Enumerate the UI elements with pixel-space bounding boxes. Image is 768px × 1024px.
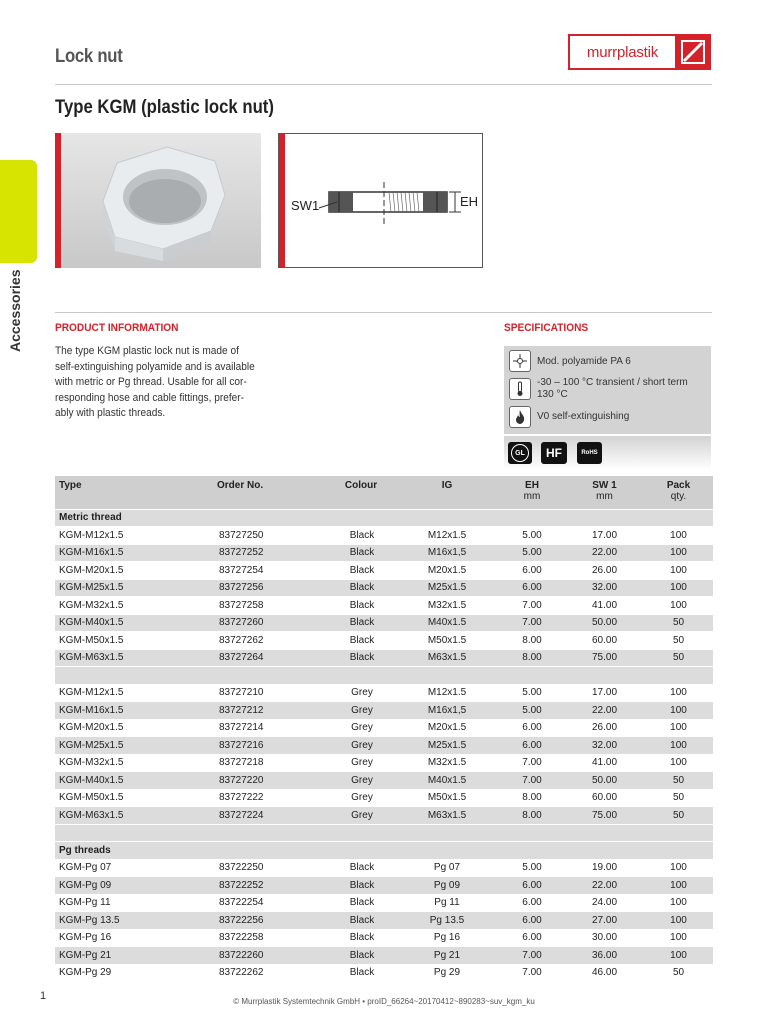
sw1-cell: 32.00 <box>591 739 618 751</box>
eh-cell: 7.00 <box>522 757 542 769</box>
type-cell: KGM-M25x1.5 <box>59 582 124 594</box>
type-cell: KGM-M20x1.5 <box>59 564 124 576</box>
page-number: 1 <box>40 990 47 1002</box>
type-cell: KGM-M20x1.5 <box>59 722 124 734</box>
spec-flammability-text: V0 self-extinguishing <box>537 411 630 422</box>
pack-cell: 100 <box>670 582 687 594</box>
table-group-row <box>55 842 713 860</box>
col-header-ig: IG <box>395 476 499 509</box>
table-row <box>55 772 713 790</box>
page-title: Type KGM (plastic lock nut) <box>55 97 274 118</box>
table-spacer-row <box>55 667 713 685</box>
pack-cell: 50 <box>672 617 685 629</box>
type-cell: KGM-Pg 07 <box>59 862 112 874</box>
pack-cell: 50 <box>672 792 685 804</box>
ig-cell: Pg 11 <box>434 897 460 909</box>
order-no-cell: 83727214 <box>219 722 264 734</box>
type-cell: KGM-Pg 09 <box>59 879 112 891</box>
eh-cell: 5.00 <box>522 704 542 716</box>
sw1-cell: 75.00 <box>591 652 618 664</box>
spec-flammability <box>509 406 531 428</box>
ig-cell: Pg 29 <box>433 967 461 979</box>
col-header-type: Type <box>55 476 175 509</box>
colour-cell: Grey <box>351 757 373 769</box>
type-cell: KGM-M12x1.5 <box>59 529 124 541</box>
table-row <box>55 544 713 562</box>
colour-cell: Black <box>349 582 375 594</box>
murrplastik-logo <box>568 34 711 70</box>
ig-cell: M63x1.5 <box>427 809 467 821</box>
order-no-cell: 83727224 <box>219 809 264 821</box>
ig-cell: M12x1.5 <box>427 687 467 699</box>
sw1-cell: 17.00 <box>591 529 618 541</box>
eh-cell: 6.00 <box>522 582 542 594</box>
ig-cell: Pg 13.5 <box>429 914 465 926</box>
order-no-cell: 83722258 <box>219 932 264 944</box>
sw1-cell: 22.00 <box>591 704 618 716</box>
colour-cell: Black <box>349 599 375 611</box>
table-header <box>55 476 713 509</box>
footer-text: © Murrplastik Systemtechnik GmbH • proID_66264~20170412~890283~suv_kgm_ku <box>233 997 535 1006</box>
type-cell: KGM-M50x1.5 <box>59 634 124 646</box>
table-row <box>55 894 713 912</box>
colour-cell: Grey <box>351 704 373 716</box>
category-label: Accessories <box>7 269 23 352</box>
product-table <box>55 476 713 982</box>
eh-cell: 6.00 <box>522 564 542 576</box>
order-no-cell: 83727250 <box>219 529 264 541</box>
eh-cell: 7.00 <box>522 599 542 611</box>
ig-cell: M20x1.5 <box>427 722 467 734</box>
eh-cell: 6.00 <box>522 739 542 751</box>
colour-cell: Grey <box>351 722 373 734</box>
type-cell: KGM-M63x1.5 <box>59 652 124 664</box>
table-row <box>55 719 713 737</box>
sw1-cell: 22.00 <box>591 879 618 891</box>
sw1-cell: 19.00 <box>591 862 618 874</box>
order-no-cell: 83727222 <box>219 792 264 804</box>
sw1-cell: 41.00 <box>591 599 618 611</box>
sw1-cell: 50.00 <box>591 617 618 629</box>
order-no-cell: 83722256 <box>219 914 264 926</box>
spec-material-text: Mod. polyamide PA 6 <box>537 356 631 367</box>
eh-cell: 8.00 <box>522 792 542 804</box>
type-cell: KGM-M16x1.5 <box>59 704 124 716</box>
table-row <box>55 859 713 877</box>
ig-cell: M40x1.5 <box>427 774 467 786</box>
pack-cell: 100 <box>670 722 687 734</box>
pack-cell: 50 <box>672 774 685 786</box>
order-no-cell: 83722252 <box>219 879 264 891</box>
sw1-cell: 17.00 <box>591 687 618 699</box>
hf-badge: HF <box>541 442 567 464</box>
table-row <box>55 684 713 702</box>
sw1-cell: 50.00 <box>591 774 618 786</box>
col-header-pack: Pack qty. <box>644 476 713 509</box>
order-no-cell: 83722262 <box>219 967 264 979</box>
sw1-cell: 32.00 <box>591 582 618 594</box>
gl-badge-text: GL <box>511 444 529 462</box>
sw1-label: SW1 <box>291 198 320 213</box>
sw1-cell: 24.00 <box>591 897 618 909</box>
ig-cell: M16x1,5 <box>427 547 467 559</box>
type-cell: KGM-Pg 29 <box>59 967 112 979</box>
table-row <box>55 562 713 580</box>
table-row <box>55 649 713 667</box>
specifications-heading: SPECIFICATIONS <box>504 322 589 334</box>
sw1-cell: 46.00 <box>591 967 618 979</box>
table-row <box>55 702 713 720</box>
sw1-cell: 75.00 <box>591 809 618 821</box>
pack-cell: 100 <box>670 862 687 874</box>
type-cell: KGM-M63x1.5 <box>59 809 124 821</box>
pack-cell: 100 <box>670 529 687 541</box>
type-cell: KGM-Pg 16 <box>59 932 112 944</box>
eh-cell: 5.00 <box>522 547 542 559</box>
table-row <box>55 929 713 947</box>
pack-cell: 100 <box>670 932 687 944</box>
pack-cell: 100 <box>670 704 687 716</box>
type-cell: KGM-Pg 13.5 <box>59 914 120 926</box>
pack-cell: 100 <box>670 564 687 576</box>
sw1-cell: 60.00 <box>591 792 618 804</box>
sw1-cell: 30.00 <box>591 932 618 944</box>
pack-cell: 100 <box>670 599 687 611</box>
ig-cell: Pg 21 <box>433 949 461 961</box>
table-row <box>55 947 713 965</box>
table-row <box>55 964 713 982</box>
eh-cell: 5.00 <box>522 687 542 699</box>
order-no-cell: 83727212 <box>219 704 264 716</box>
type-cell: KGM-M16x1.5 <box>59 547 124 559</box>
pack-cell: 100 <box>670 547 687 559</box>
table-row <box>55 597 713 615</box>
eh-cell: 8.00 <box>522 652 542 664</box>
eh-cell: 7.00 <box>522 949 542 961</box>
col-header-order-no: Order No. <box>175 476 287 509</box>
pack-cell: 100 <box>670 757 687 769</box>
type-cell: KGM-M40x1.5 <box>59 774 124 786</box>
eh-cell: 6.00 <box>522 722 542 734</box>
flame-icon <box>509 406 531 428</box>
order-no-cell: 83727252 <box>219 547 264 559</box>
order-no-cell: 83727264 <box>219 652 264 664</box>
material-icon <box>509 350 531 372</box>
table-row <box>55 614 713 632</box>
header-divider <box>55 84 712 85</box>
eh-cell: 6.00 <box>522 914 542 926</box>
order-no-cell: 83727220 <box>219 774 264 786</box>
sw1-cell: 22.00 <box>591 547 618 559</box>
pack-cell: 50 <box>672 652 685 664</box>
order-no-cell: 83727218 <box>219 757 264 769</box>
sw1-cell: 26.00 <box>591 722 618 734</box>
table-row <box>55 579 713 597</box>
category-tab <box>0 160 37 263</box>
eh-cell: 7.00 <box>522 967 542 979</box>
order-no-cell: 83727260 <box>219 617 264 629</box>
colour-cell: Black <box>349 879 375 891</box>
col-header-colour: Colour <box>287 476 395 509</box>
sw1-cell: 36.00 <box>591 949 618 961</box>
ig-cell: Pg 07 <box>433 862 461 874</box>
colour-cell: Black <box>349 914 375 926</box>
product-info-heading: PRODUCT INFORMATION <box>55 322 179 334</box>
pack-cell: 100 <box>670 687 687 699</box>
table-row <box>55 789 713 807</box>
specifications-panel <box>504 346 711 434</box>
colour-cell: Grey <box>351 739 373 751</box>
order-no-cell: 83727258 <box>219 599 264 611</box>
product-description <box>55 344 262 422</box>
order-no-cell: 83727216 <box>219 739 264 751</box>
spec-temperature <box>509 378 531 400</box>
thermometer-icon <box>509 378 531 400</box>
ig-cell: Pg 16 <box>433 932 461 944</box>
table-spacer-row <box>55 824 713 842</box>
description-line: self-extinguishing polyamide and is available <box>55 360 255 373</box>
colour-cell: Black <box>349 897 375 909</box>
ig-cell: M63x1.5 <box>427 652 467 664</box>
type-cell: KGM-M50x1.5 <box>59 792 124 804</box>
ig-cell: M50x1.5 <box>427 634 467 646</box>
eh-cell: 7.00 <box>522 774 542 786</box>
eh-cell: 6.00 <box>522 879 542 891</box>
group-label: Metric thread <box>55 509 713 527</box>
description-line: with metric or Pg thread. Usable for all cor- <box>55 376 247 388</box>
col-header-eh: EH mm <box>499 476 565 509</box>
sw1-cell: 41.00 <box>591 757 618 769</box>
colour-cell: Grey <box>351 774 373 786</box>
order-no-cell: 83722254 <box>219 897 264 909</box>
eh-label: EH <box>460 194 479 209</box>
type-cell: KGM-M25x1.5 <box>59 739 124 751</box>
certification-badges <box>504 436 711 470</box>
order-no-cell: 83727262 <box>219 634 264 646</box>
type-cell: KGM-M12x1.5 <box>59 687 124 699</box>
description-line: The type KGM plastic lock nut is made of <box>55 345 239 357</box>
colour-cell: Black <box>349 949 375 961</box>
colour-cell: Black <box>349 529 375 541</box>
product-photo <box>55 133 261 268</box>
gl-badge <box>508 442 532 464</box>
pack-cell: 50 <box>672 809 685 821</box>
table-row <box>55 632 713 650</box>
sw1-cell: 60.00 <box>591 634 618 646</box>
section-divider <box>55 312 712 313</box>
type-cell: KGM-M40x1.5 <box>59 617 124 629</box>
ig-cell: M50x1.5 <box>427 792 467 804</box>
colour-cell: Black <box>349 967 375 979</box>
colour-cell: Black <box>349 634 375 646</box>
colour-cell: Black <box>349 862 375 874</box>
ig-cell: M12x1.5 <box>427 529 467 541</box>
table-row <box>55 807 713 825</box>
order-no-cell: 83722250 <box>219 862 264 874</box>
ig-cell: M16x1,5 <box>427 704 467 716</box>
colour-cell: Black <box>349 652 375 664</box>
sw1-cell: 27.00 <box>591 914 618 926</box>
table-body <box>55 509 713 982</box>
eh-cell: 8.00 <box>522 634 542 646</box>
spec-temperature-text: -30 – 100 °C transient / short term 130 °C <box>537 377 688 400</box>
colour-cell: Black <box>349 547 375 559</box>
eh-cell: 7.00 <box>522 617 542 629</box>
description-line: responding hose and cable fittings, prefer- <box>55 391 245 404</box>
order-no-cell: 83722260 <box>219 949 264 961</box>
ig-cell: M40x1.5 <box>427 617 467 629</box>
group-label: Pg threads <box>55 842 713 860</box>
ig-cell: M25x1.5 <box>427 582 467 594</box>
colour-cell: Black <box>349 617 375 629</box>
ig-cell: Pg 09 <box>433 879 461 891</box>
eh-cell: 8.00 <box>522 809 542 821</box>
section-title: Lock nut <box>55 46 123 67</box>
colour-cell: Black <box>349 564 375 576</box>
ig-cell: M32x1.5 <box>427 599 467 611</box>
pack-cell: 50 <box>672 634 685 646</box>
rohs-badge: RoHS <box>577 442 602 464</box>
spacer-cell <box>55 667 713 685</box>
colour-cell: Grey <box>351 809 373 821</box>
spec-material <box>509 350 531 372</box>
description-line: ably with plastic threads. <box>55 407 166 419</box>
colour-cell: Grey <box>351 792 373 804</box>
pack-cell: 100 <box>670 949 687 961</box>
order-no-cell: 83727256 <box>219 582 264 594</box>
pack-cell: 50 <box>672 967 685 979</box>
type-cell: KGM-M32x1.5 <box>59 757 124 769</box>
ig-cell: M32x1.5 <box>427 757 467 769</box>
table-row <box>55 912 713 930</box>
colour-cell: Grey <box>351 687 373 699</box>
table-row <box>55 527 713 545</box>
ig-cell: M20x1.5 <box>427 564 467 576</box>
table-row <box>55 737 713 755</box>
col-header-sw1: SW 1 mm <box>565 476 644 509</box>
table-group-row <box>55 509 713 527</box>
type-cell: KGM-Pg 21 <box>59 949 112 961</box>
type-cell: KGM-Pg 11 <box>59 897 111 909</box>
logo-mark-icon <box>675 34 711 70</box>
spacer-cell <box>55 824 713 842</box>
type-cell: KGM-M32x1.5 <box>59 599 124 611</box>
eh-cell: 5.00 <box>522 862 542 874</box>
logo-text: murrplastik <box>586 43 659 61</box>
pack-cell: 100 <box>670 739 687 751</box>
table-row <box>55 877 713 895</box>
eh-cell: 5.00 <box>522 529 542 541</box>
order-no-cell: 83727254 <box>219 564 264 576</box>
ig-cell: M25x1.5 <box>427 739 467 751</box>
colour-cell: Black <box>349 932 375 944</box>
eh-cell: 6.00 <box>522 897 542 909</box>
technical-drawing <box>278 133 483 268</box>
pack-cell: 100 <box>670 914 687 926</box>
pack-cell: 100 <box>670 897 687 909</box>
pack-cell: 100 <box>670 879 687 891</box>
eh-cell: 6.00 <box>522 932 542 944</box>
order-no-cell: 83727210 <box>219 687 264 699</box>
table-row <box>55 754 713 772</box>
sw1-cell: 26.00 <box>591 564 618 576</box>
